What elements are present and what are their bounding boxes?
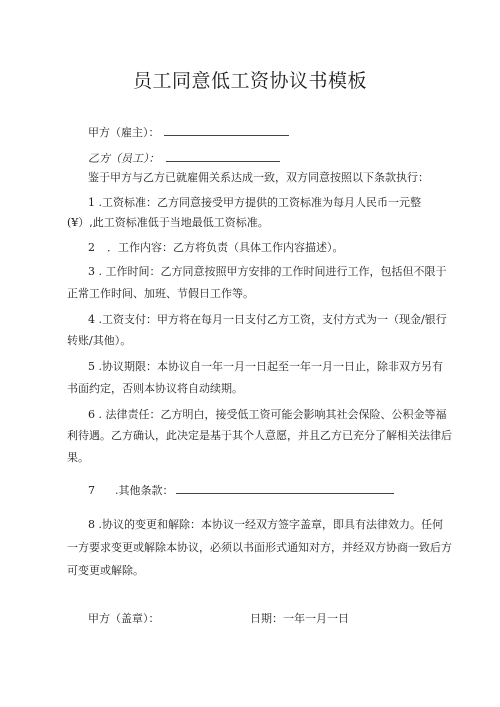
clause-3-line-1: 3 . 工作时间：乙方同意按照甲方安排的工作时间进行工作，包括但不限于 bbox=[88, 265, 447, 278]
clause-7 bbox=[88, 482, 394, 498]
clause-6-line-2: 利待遇。乙方确认，此决定是基于其个人意愿，并且乙方已充分了解相关法律后 bbox=[67, 429, 452, 442]
clause-1-line-2: (¥）,此工资标准低于当地最低工资标准。 bbox=[67, 216, 269, 229]
party-a-line bbox=[88, 124, 289, 140]
clause-5-line-1: 5 .协议期限：本协议自一年一月一日起至一年一月一日止，除非双方另有 bbox=[88, 360, 443, 373]
clause-2-number: 2 bbox=[88, 241, 95, 254]
clause-2-text: ．工作内容：乙方将负责（具体工作内容描述）。 bbox=[107, 241, 344, 254]
party-a-blank[interactable] bbox=[164, 124, 289, 136]
clause-8-line-1: 8 .协议的变更和解除：本协议一经双方签字盖章，即具有法律效力。任何 bbox=[88, 518, 443, 531]
clause-1-line-1: 1 .工资标准：乙方同意接受甲方提供的工资标准为每月人民币一元整 bbox=[88, 196, 421, 209]
clause-2 bbox=[88, 240, 344, 255]
clause-6-line-1: 6 . 法律责任：乙方明白，接受低工资可能会影响其社会保险、公积金等福 bbox=[88, 408, 447, 421]
clause-6-line-3: 果。 bbox=[67, 451, 89, 464]
intro-text: 鉴于甲方与乙方已就雇佣关系达成一致，双方同意按照以下条款执行： bbox=[88, 171, 429, 184]
clause-3-line-2: 正常工作时间、加班、节假日工作等。 bbox=[67, 287, 254, 300]
party-a-label: 甲方（雇主）： bbox=[88, 126, 160, 139]
seal-label: 甲方（盖章）： bbox=[88, 612, 160, 625]
document-title: 员工同意低工资协议书模板 bbox=[132, 70, 367, 92]
party-b-line bbox=[88, 150, 280, 166]
party-b-blank[interactable] bbox=[166, 150, 280, 162]
party-b-label: 乙方（员工）： bbox=[88, 152, 160, 165]
clause-5-line-2: 书面约定，否则本协议将自动续期。 bbox=[67, 382, 243, 395]
date-label: 日期：一年一月一日 bbox=[250, 612, 349, 625]
clause-7-text: .其他条款： bbox=[115, 484, 174, 497]
clause-4-line-2: 转账/其他）。 bbox=[67, 334, 132, 347]
clause-7-blank[interactable] bbox=[176, 482, 394, 494]
clause-7-number: 7 bbox=[88, 484, 95, 497]
clause-8-line-2: 一方要求变更或解除本协议，必须以书面形式通知对方，并经双方协商一致后方 bbox=[67, 541, 452, 554]
clause-4-line-1: 4 .工资支付：甲方将在每月一日支付乙方工资，支付方式为一（现金/银行 bbox=[88, 313, 447, 326]
clause-8-line-3: 可变更或解除。 bbox=[67, 564, 144, 577]
